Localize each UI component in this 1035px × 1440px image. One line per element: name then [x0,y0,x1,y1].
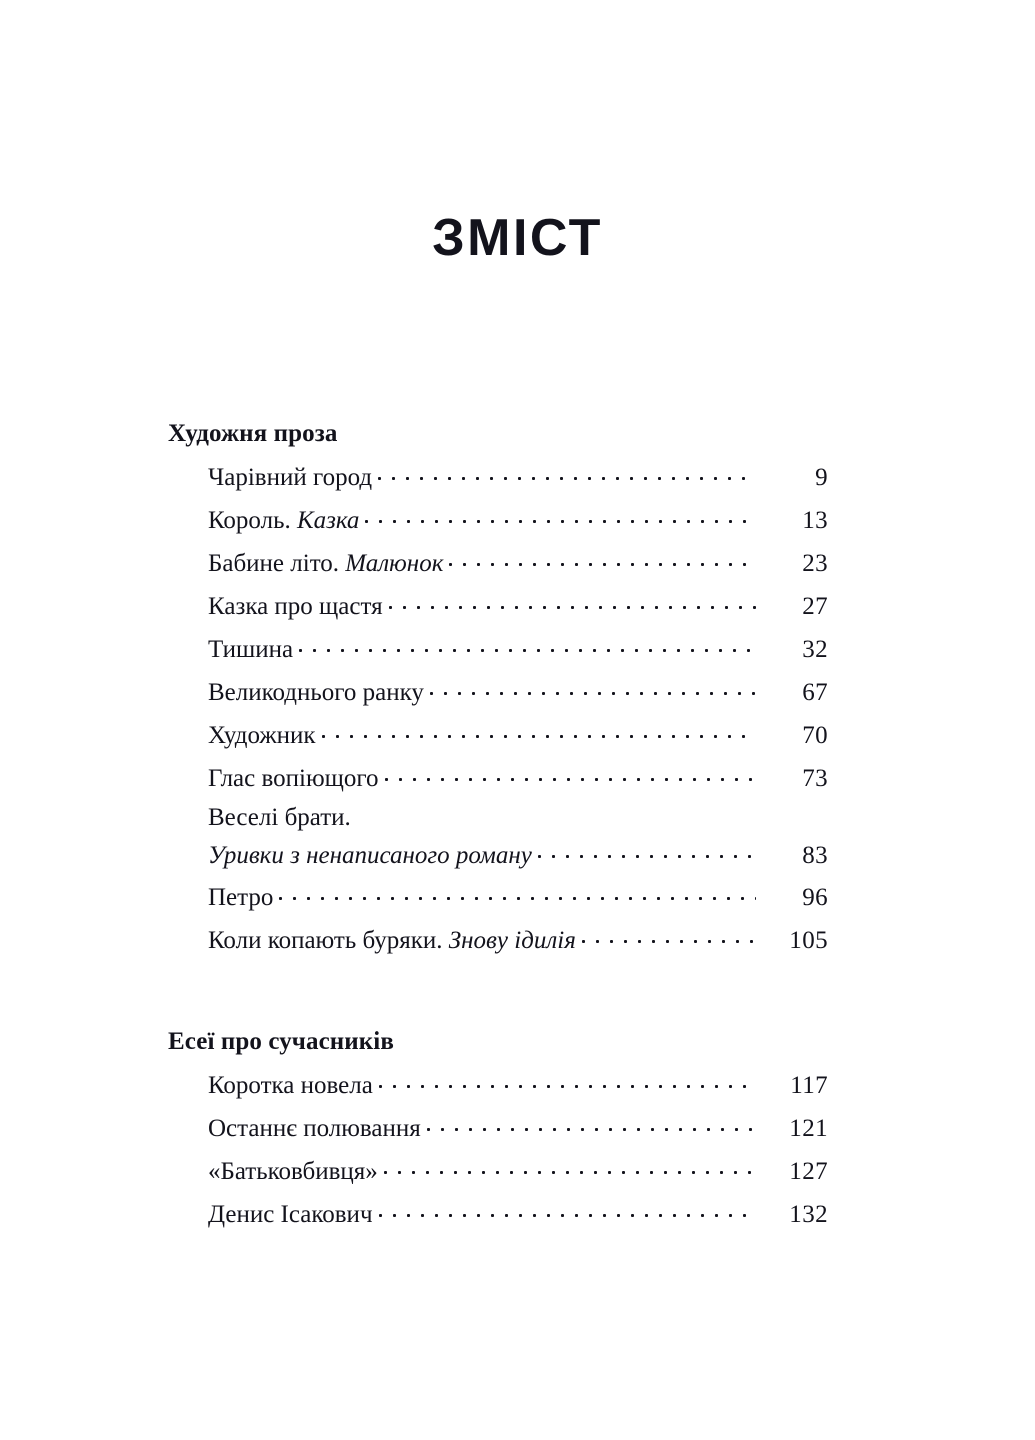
entry-title [208,628,293,671]
entry-subtitle: Казка [296,507,360,534]
toc-entry-list [168,456,828,962]
entry-title-main: Бабине літо. [208,550,340,577]
entry-title-main: Петро [208,884,274,911]
entry-title [208,800,351,836]
entry-title-main: Чарівний город [208,464,373,491]
entry-dot-leader [427,1111,756,1136]
entry-title-main: Великоднього ранку [208,679,424,706]
toc-entry[interactable] [168,585,828,628]
entry-title [208,1150,378,1193]
toc-entry[interactable] [168,499,828,542]
entry-page-number: 121 [789,1115,828,1142]
entry-title [208,456,372,499]
entry-title [208,757,379,800]
toc-entry[interactable] [168,800,828,836]
entry-subtitle: Малюнок [345,550,444,577]
entry-title-main: Глас вопіющого [208,765,379,792]
toc-entry[interactable] [168,1064,828,1107]
toc-entry[interactable] [168,836,828,876]
toc-entry[interactable] [168,456,828,499]
entry-title-main: Коротка новела [208,1072,373,1099]
entry-dot-leader [322,718,756,743]
toc-entry[interactable] [168,1193,828,1236]
toc-entry-list [168,1064,828,1236]
section-heading: Есеї про сучасників [168,1028,394,1055]
entry-dot-leader [430,675,756,700]
entry-dot-leader [365,503,756,528]
entry-page-number: 127 [789,1158,828,1185]
entry-page-number: 105 [789,927,828,954]
entry-title-main: Веселі брати. [208,804,351,831]
entry-page-number: 67 [802,679,828,706]
entry-title-main: Коли копають буряки. [208,927,443,954]
entry-page-number: 32 [802,636,828,663]
entry-page-number: 83 [802,842,828,869]
entry-title-main: Казка про щастя [208,593,383,620]
entry-page-number: 117 [790,1072,828,1099]
entry-title [208,499,359,542]
entry-dot-leader [279,880,756,905]
entry-title-main: Тишина [208,636,294,663]
entry-page-number: 96 [802,884,828,911]
entry-title [208,585,383,628]
entry-title-main: Художник [208,722,316,749]
entry-title-main: Денис Ісакович [208,1201,373,1228]
toc-entry[interactable] [168,757,828,800]
entry-page-number: 27 [802,593,828,620]
entry-title-main: Король. [208,507,291,534]
entry-dot-leader [538,838,756,863]
entry-title [208,1064,373,1107]
entry-page-number: 70 [802,722,828,749]
entry-dot-leader [389,589,756,614]
entry-subtitle: Уривки з ненаписаного роману [208,842,532,869]
entry-title-main: Останнє полювання [208,1115,421,1142]
entry-dot-leader [379,1197,756,1222]
toc-entry[interactable] [168,919,828,962]
entry-page-number: 23 [802,550,828,577]
entry-title [208,714,316,757]
entry-dot-leader [379,1068,756,1093]
entry-page-number: 73 [802,765,828,792]
toc-entry[interactable] [168,542,828,585]
entry-title [208,1193,373,1236]
entry-title [208,1107,421,1150]
toc-section [168,412,828,962]
entry-title [208,836,532,876]
toc-entry[interactable] [168,876,828,919]
toc-entry[interactable] [168,1150,828,1193]
entry-title [208,671,424,714]
entry-page-number: 132 [789,1201,828,1228]
page-title: ЗМІСТ [432,209,603,267]
entry-dot-leader [449,546,756,571]
entry-title [208,876,273,919]
toc-entry[interactable] [168,1107,828,1150]
entry-dot-leader [582,923,756,948]
toc-entry[interactable] [168,714,828,757]
toc-entry[interactable] [168,628,828,671]
toc-entry[interactable] [168,671,828,714]
entry-title [208,919,576,962]
entry-dot-leader [378,460,756,485]
entry-subtitle: Знову ідилія [448,927,576,954]
entry-dot-leader [385,761,756,786]
entry-page-number: 13 [802,507,828,534]
entry-dot-leader [357,800,756,825]
entry-dot-leader [299,632,756,657]
entry-title-main: «Батьковбивця» [208,1158,378,1185]
toc-body [168,412,828,1236]
entry-page-number: 9 [815,464,828,491]
toc-section [168,1020,828,1236]
entry-title [208,542,443,585]
section-heading: Художня проза [168,420,338,447]
entry-dot-leader [384,1154,756,1179]
